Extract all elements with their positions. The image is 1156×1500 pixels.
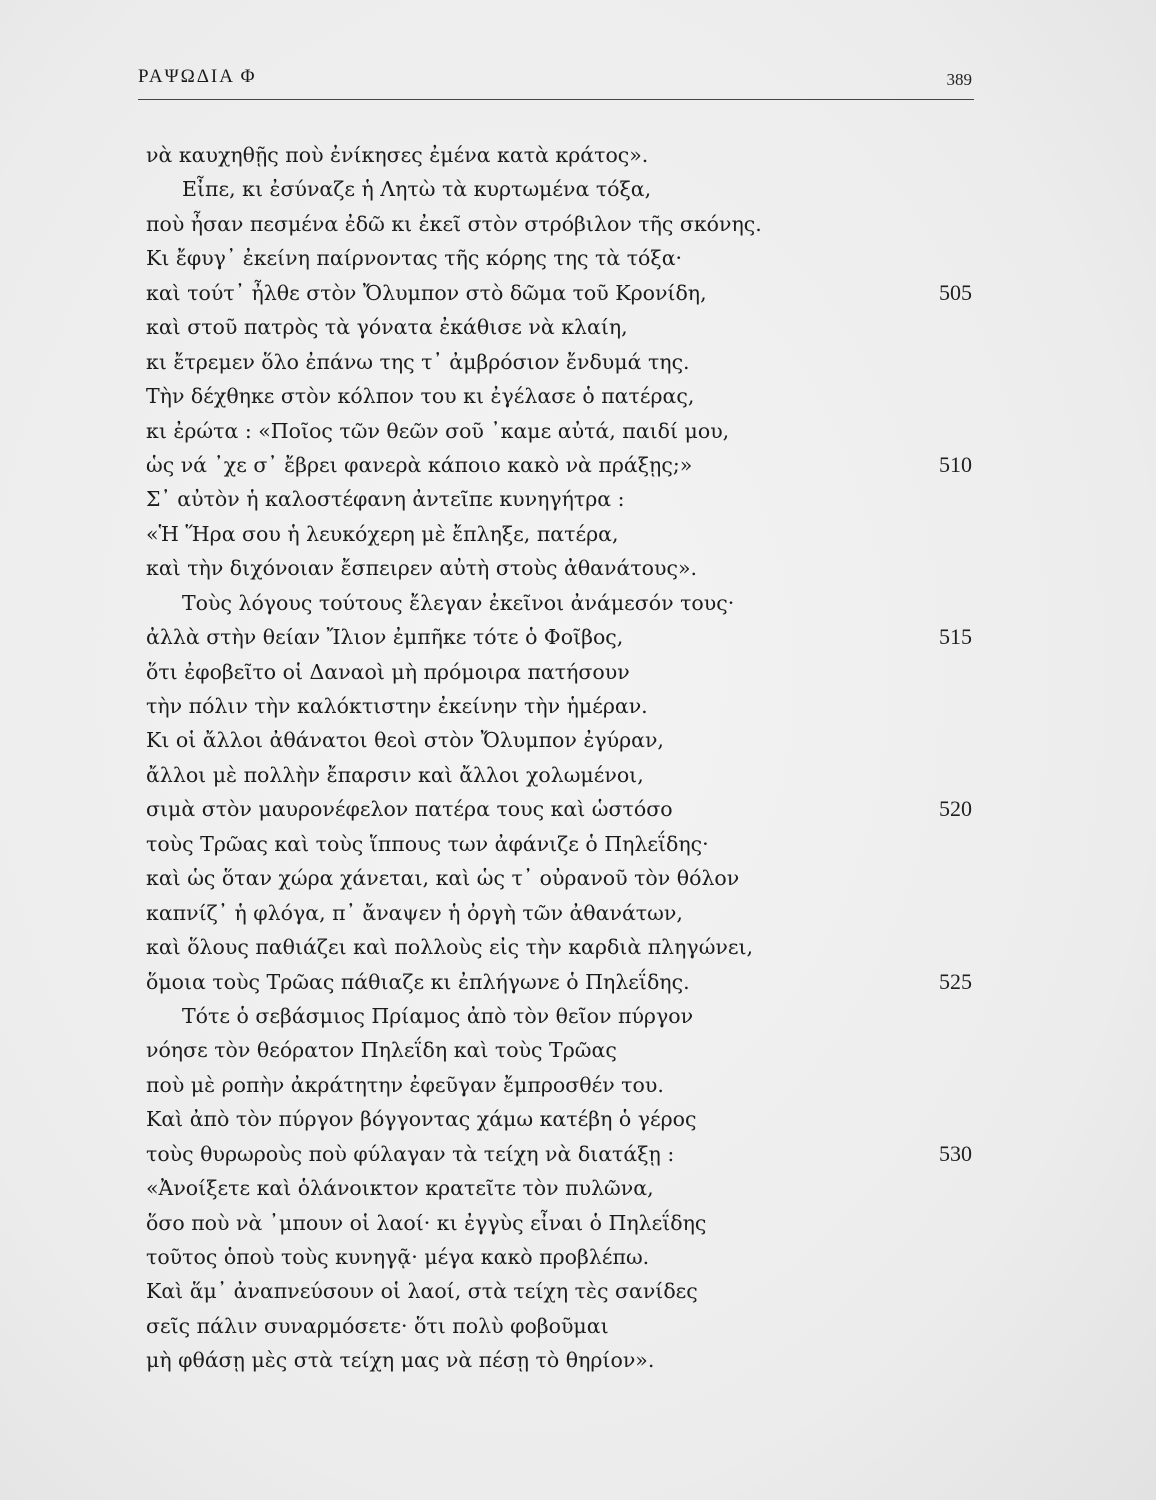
- verse-line: [146, 689, 972, 723]
- verse-line: [146, 551, 972, 585]
- verse-line: [146, 1068, 972, 1102]
- verse-block: [146, 138, 972, 1378]
- verse-line: [146, 517, 972, 551]
- verse-line: [146, 792, 972, 826]
- verse-line: [146, 1102, 972, 1136]
- verse-text: Κι ἔφυγ᾿ ἐκείνη παίρνοντας τῆς κόρης της τὰ τόξα·: [146, 246, 683, 271]
- verse-text: σεῖς πάλιν συναρμόσετε· ὅτι πολὺ φοβοῦμαι: [146, 1313, 609, 1338]
- verse-text: καπνίζ᾿ ἡ φλόγα, π᾿ ἄναψεν ἡ ὀργὴ τῶν ἀθανάτων,: [146, 900, 683, 925]
- verse-line: [146, 207, 972, 241]
- verse-line: [146, 827, 972, 861]
- verse-text: Τοὺς λόγους τούτους ἔλεγαν ἐκεῖνοι ἀνάμεσόν τους·: [182, 590, 735, 615]
- verse-line: [146, 965, 972, 999]
- verse-text: τὴν πόλιν τὴν καλόκτιστην ἐκείνην τὴν ἡμέραν.: [146, 694, 648, 718]
- verse-line: [146, 999, 972, 1033]
- verse-text: καὶ τούτ᾿ ἦλθε στὸν Ὄλυμπον στὸ δῶμα τοῦ Κρονίδη,: [146, 280, 707, 305]
- verse-text: ὅμοια τοὺς Τρῶας πάθιαζε κι ἐπλήγωνε ὁ Πηλεΐδης.: [146, 969, 690, 994]
- verse-text: καὶ στοῦ πατρὸς τὰ γόνατα ἐκάθισε νὰ κλαίη,: [146, 315, 628, 340]
- verse-line: [146, 1274, 972, 1308]
- verse-line: [146, 138, 972, 172]
- verse-text: σιμὰ στὸν μαυρονέφελον πατέρα τους καὶ ὡστόσο: [146, 797, 673, 822]
- verse-text: ποὺ μὲ ροπὴν ἀκράτητην ἐφεῦγαν ἔμπροσθέν του.: [146, 1072, 664, 1097]
- verse-text: Καὶ ἅμ᾿ ἀναπνεύσουν οἱ λαοί, στὰ τείχη τὲς σανίδες: [146, 1279, 698, 1304]
- verse-text: μὴ φθάσῃ μὲς στὰ τείχη μας νὰ πέσῃ τὸ θηρίον».: [146, 1348, 655, 1373]
- verse-line: [146, 310, 972, 344]
- line-number: 520: [939, 796, 972, 822]
- verse-text: καὶ ὡς ὅταν χώρα χάνεται, καὶ ὡς τ᾿ οὐρανοῦ τὸν θόλον: [146, 866, 740, 891]
- header-rule: [138, 99, 974, 100]
- verse-line: [146, 1309, 972, 1343]
- line-number: 505: [939, 279, 972, 305]
- verse-line: [146, 1343, 972, 1377]
- verse-line: [146, 1240, 972, 1274]
- verse-text: Κι οἱ ἄλλοι ἀθάνατοι θεοὶ στὸν Ὄλυμπον ἐγύραν,: [146, 728, 664, 753]
- running-head: ΡΑΨΩΔΙΑ Φ: [138, 66, 257, 87]
- verse-line: [146, 276, 972, 310]
- verse-text: ἄλλοι μὲ πολλὴν ἔπαρσιν καὶ ἄλλοι χολωμένοι,: [146, 762, 644, 787]
- verse-text: Εἶπε, κι ἐσύναζε ἡ Λητὼ τὰ κυρτωμένα τόξα,: [182, 177, 652, 202]
- verse-line: [146, 655, 972, 689]
- line-number: 530: [939, 1140, 972, 1166]
- verse-line: [146, 1033, 972, 1067]
- line-number: 515: [939, 624, 972, 650]
- verse-text: ὅσο ποὺ νὰ ᾿μπουν οἱ λαοί· κι ἐγγὺς εἶναι ὁ Πηλεΐδης: [146, 1210, 707, 1235]
- verse-text: τοῦτος ὁποὺ τοὺς κυνηγᾷ· μέγα κακὸ προβλέπω.: [146, 1245, 650, 1269]
- verse-text: Τὴν δέχθηκε στὸν κόλπον του κι ἐγέλασε ὁ πατέρας,: [146, 384, 695, 409]
- verse-line: [146, 448, 972, 482]
- verse-line: [146, 861, 972, 895]
- verse-text: ἀλλὰ στὴν θείαν Ἴλιον ἐμπῆκε τότε ὁ Φοῖβος,: [146, 625, 624, 650]
- verse-line: [146, 930, 972, 964]
- verse-text: ὡς νά ᾿χε σ᾿ ἔβρει φανερὰ κάποιο κακὸ νὰ πράξῃς;»: [146, 452, 693, 477]
- verse-line: [146, 896, 972, 930]
- verse-line: [146, 1171, 972, 1205]
- verse-line: [146, 414, 972, 448]
- verse-line: [146, 758, 972, 792]
- page-number: 389: [946, 70, 972, 89]
- verse-line: [146, 1206, 972, 1240]
- verse-line: [146, 586, 972, 620]
- verse-line: [146, 345, 972, 379]
- verse-text: καὶ τὴν διχόνοιαν ἔσπειρεν αὐτὴ στοὺς ἀθανάτους».: [146, 556, 697, 581]
- verse-line: [146, 723, 972, 757]
- verse-text: νὰ καυχηθῇς ποὺ ἐνίκησες ἐμένα κατὰ κράτος».: [146, 143, 649, 167]
- verse-text: Καὶ ἀπὸ τὸν πύργον βόγγοντας χάμω κατέβη ὁ γέρος: [146, 1107, 697, 1132]
- verse-text: κι ἔτρεμεν ὅλο ἐπάνω της τ᾿ ἀμβρόσιον ἔνδυμά της.: [146, 349, 690, 374]
- verse-line: [146, 379, 972, 413]
- page-header: [138, 66, 974, 96]
- verse-line: [146, 482, 972, 516]
- verse-text: Σ᾿ αὐτὸν ἡ καλοστέφανη ἀντεῖπε κυνηγήτρα :: [146, 487, 625, 512]
- line-number: 510: [939, 451, 972, 477]
- verse-text: ποὺ ἦσαν πεσμένα ἐδῶ κι ἐκεῖ στὸν στρόβιλον τῆς σκόνης.: [146, 211, 762, 236]
- verse-text: τοὺς θυρωροὺς ποὺ φύλαγαν τὰ τείχη νὰ διατάξῃ :: [146, 1141, 675, 1166]
- verse-line: [146, 1137, 972, 1171]
- verse-line: [146, 620, 972, 654]
- verse-text: ὅτι ἐφοβεῖτο οἱ Δαναοὶ μὴ πρόμοιρα πατήσουν: [146, 659, 630, 684]
- verse-text: τοὺς Τρῶας καὶ τοὺς ἵππους των ἀφάνιζε ὁ Πηλεΐδης·: [146, 831, 709, 856]
- verse-text: «Ἡ Ἥρα σου ἡ λευκόχερη μὲ ἔπληξε, πατέρα,: [146, 521, 619, 546]
- verse-text: καὶ ὅλους παθιάζει καὶ πολλοὺς εἰς τὴν καρδιὰ πληγώνει,: [146, 935, 754, 960]
- verse-text: νόησε τὸν θεόρατον Πηλεΐδη καὶ τοὺς Τρῶας: [146, 1038, 617, 1063]
- verse-line: [146, 241, 972, 275]
- verse-text: Τότε ὁ σεβάσμιος Πρίαμος ἀπὸ τὸν θεῖον πύργον: [182, 1003, 694, 1028]
- verse-text: «Ἀνοίξετε καὶ ὁλάνοικτον κρατεῖτε τὸν πυλῶνα,: [146, 1176, 654, 1201]
- line-number: 525: [939, 968, 972, 994]
- verse-text: κι ἐρώτα : «Ποῖος τῶν θεῶν σοῦ ᾿καμε αὐτά, παιδί μου,: [146, 418, 730, 443]
- verse-line: [146, 172, 972, 206]
